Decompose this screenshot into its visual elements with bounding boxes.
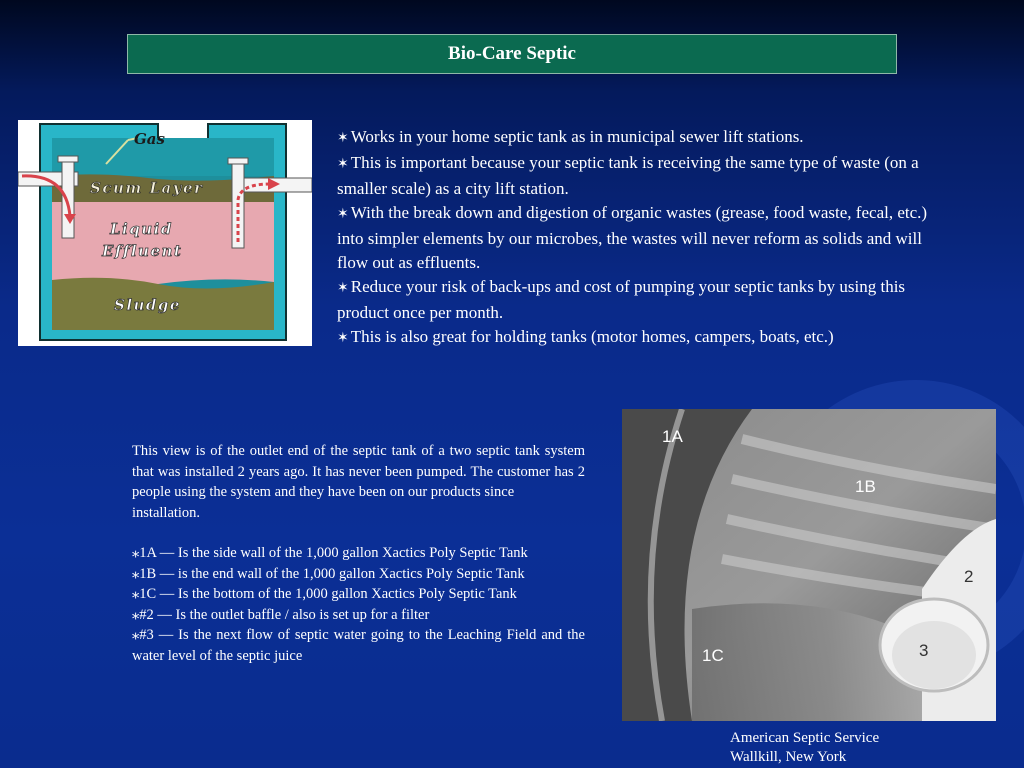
tank-interior-photo: [622, 409, 996, 721]
description-intro-end: installation.: [132, 504, 201, 521]
gas-label: Gas: [134, 130, 165, 148]
tank-interior-photo-svg: [622, 409, 996, 721]
caption-location: Wallkill, New York: [730, 749, 847, 765]
asterisk-icon: ⁎: [132, 606, 140, 623]
benefit-item: ✶ With the break down and digestion of organic wastes (grease, food waste, fecal, etc.) into simpler elements by our microbes, the wastes will never reform as solids and will flow out as effluents.: [337, 203, 928, 272]
star-icon: ✶: [337, 331, 349, 346]
benefits-list: [337, 125, 947, 351]
asterisk-icon: ⁎: [132, 586, 140, 602]
asterisk-icon: ⁎: [132, 565, 140, 582]
star-icon: ✶: [337, 207, 349, 222]
label-3: 3: [919, 641, 929, 660]
benefit-item: ✶ Reduce your risk of back-ups and cost of pumping your septic tanks by using this product once per month.: [337, 277, 906, 322]
label-1c: 1C: [702, 646, 724, 665]
sludge-label: Sludge: [114, 296, 181, 314]
photo-description: [132, 441, 585, 666]
asterisk-icon: ⁎: [132, 627, 140, 643]
label-2: 2: [964, 567, 974, 586]
benefit-item: ✶ This is also great for holding tanks (motor homes, campers, boats, etc.): [337, 327, 834, 346]
label-1a: 1A: [662, 427, 683, 446]
asterisk-icon: ⁎: [132, 545, 140, 561]
description-item: ⁎1A — Is the side wall of the 1,000 gallon Xactics Poly Septic Tank: [132, 545, 528, 561]
title-bar: [127, 34, 897, 74]
benefit-item: ✶ Works in your home septic tank as in municipal sewer lift stations.: [337, 127, 804, 146]
description-item: ⁎#3 — Is the next flow of septic water going to the Leaching Field and the water level of the septic juice: [132, 627, 585, 664]
photo-caption: [730, 729, 879, 767]
description-item: ⁎#2 — Is the outlet baffle / also is set up for a filter: [132, 606, 430, 623]
star-icon: ✶: [337, 157, 349, 172]
star-icon: ✶: [337, 281, 349, 296]
description-item: ⁎1C — Is the bottom of the 1,000 gallon Xactics Poly Septic Tank: [132, 586, 517, 602]
caption-company: American Septic Service: [730, 730, 880, 746]
septic-tank-diagram: [18, 120, 312, 346]
page-title: Bio-Care Septic: [448, 43, 576, 64]
benefit-item: ✶ This is important because your septic tank is receiving the same type of waste (on a smaller scale) as a city lift station.: [337, 153, 919, 198]
label-1b: 1B: [855, 477, 876, 496]
liquid-label: Liquid: [110, 220, 173, 238]
description-intro: This view is of the outlet end of the septic tank of a two septic tank system that was installed 2 years ago. It has never been pumped. The customer has 2 people using the system and they have been on our products since: [132, 443, 585, 500]
description-item: ⁎1B — is the end wall of the 1,000 gallon Xactics Poly Septic Tank: [132, 565, 525, 582]
scum-layer-label: Scum Layer: [90, 179, 204, 197]
star-icon: ✶: [337, 131, 349, 146]
septic-tank-diagram-svg: [18, 120, 312, 346]
effluent-label: Effluent: [102, 242, 183, 260]
